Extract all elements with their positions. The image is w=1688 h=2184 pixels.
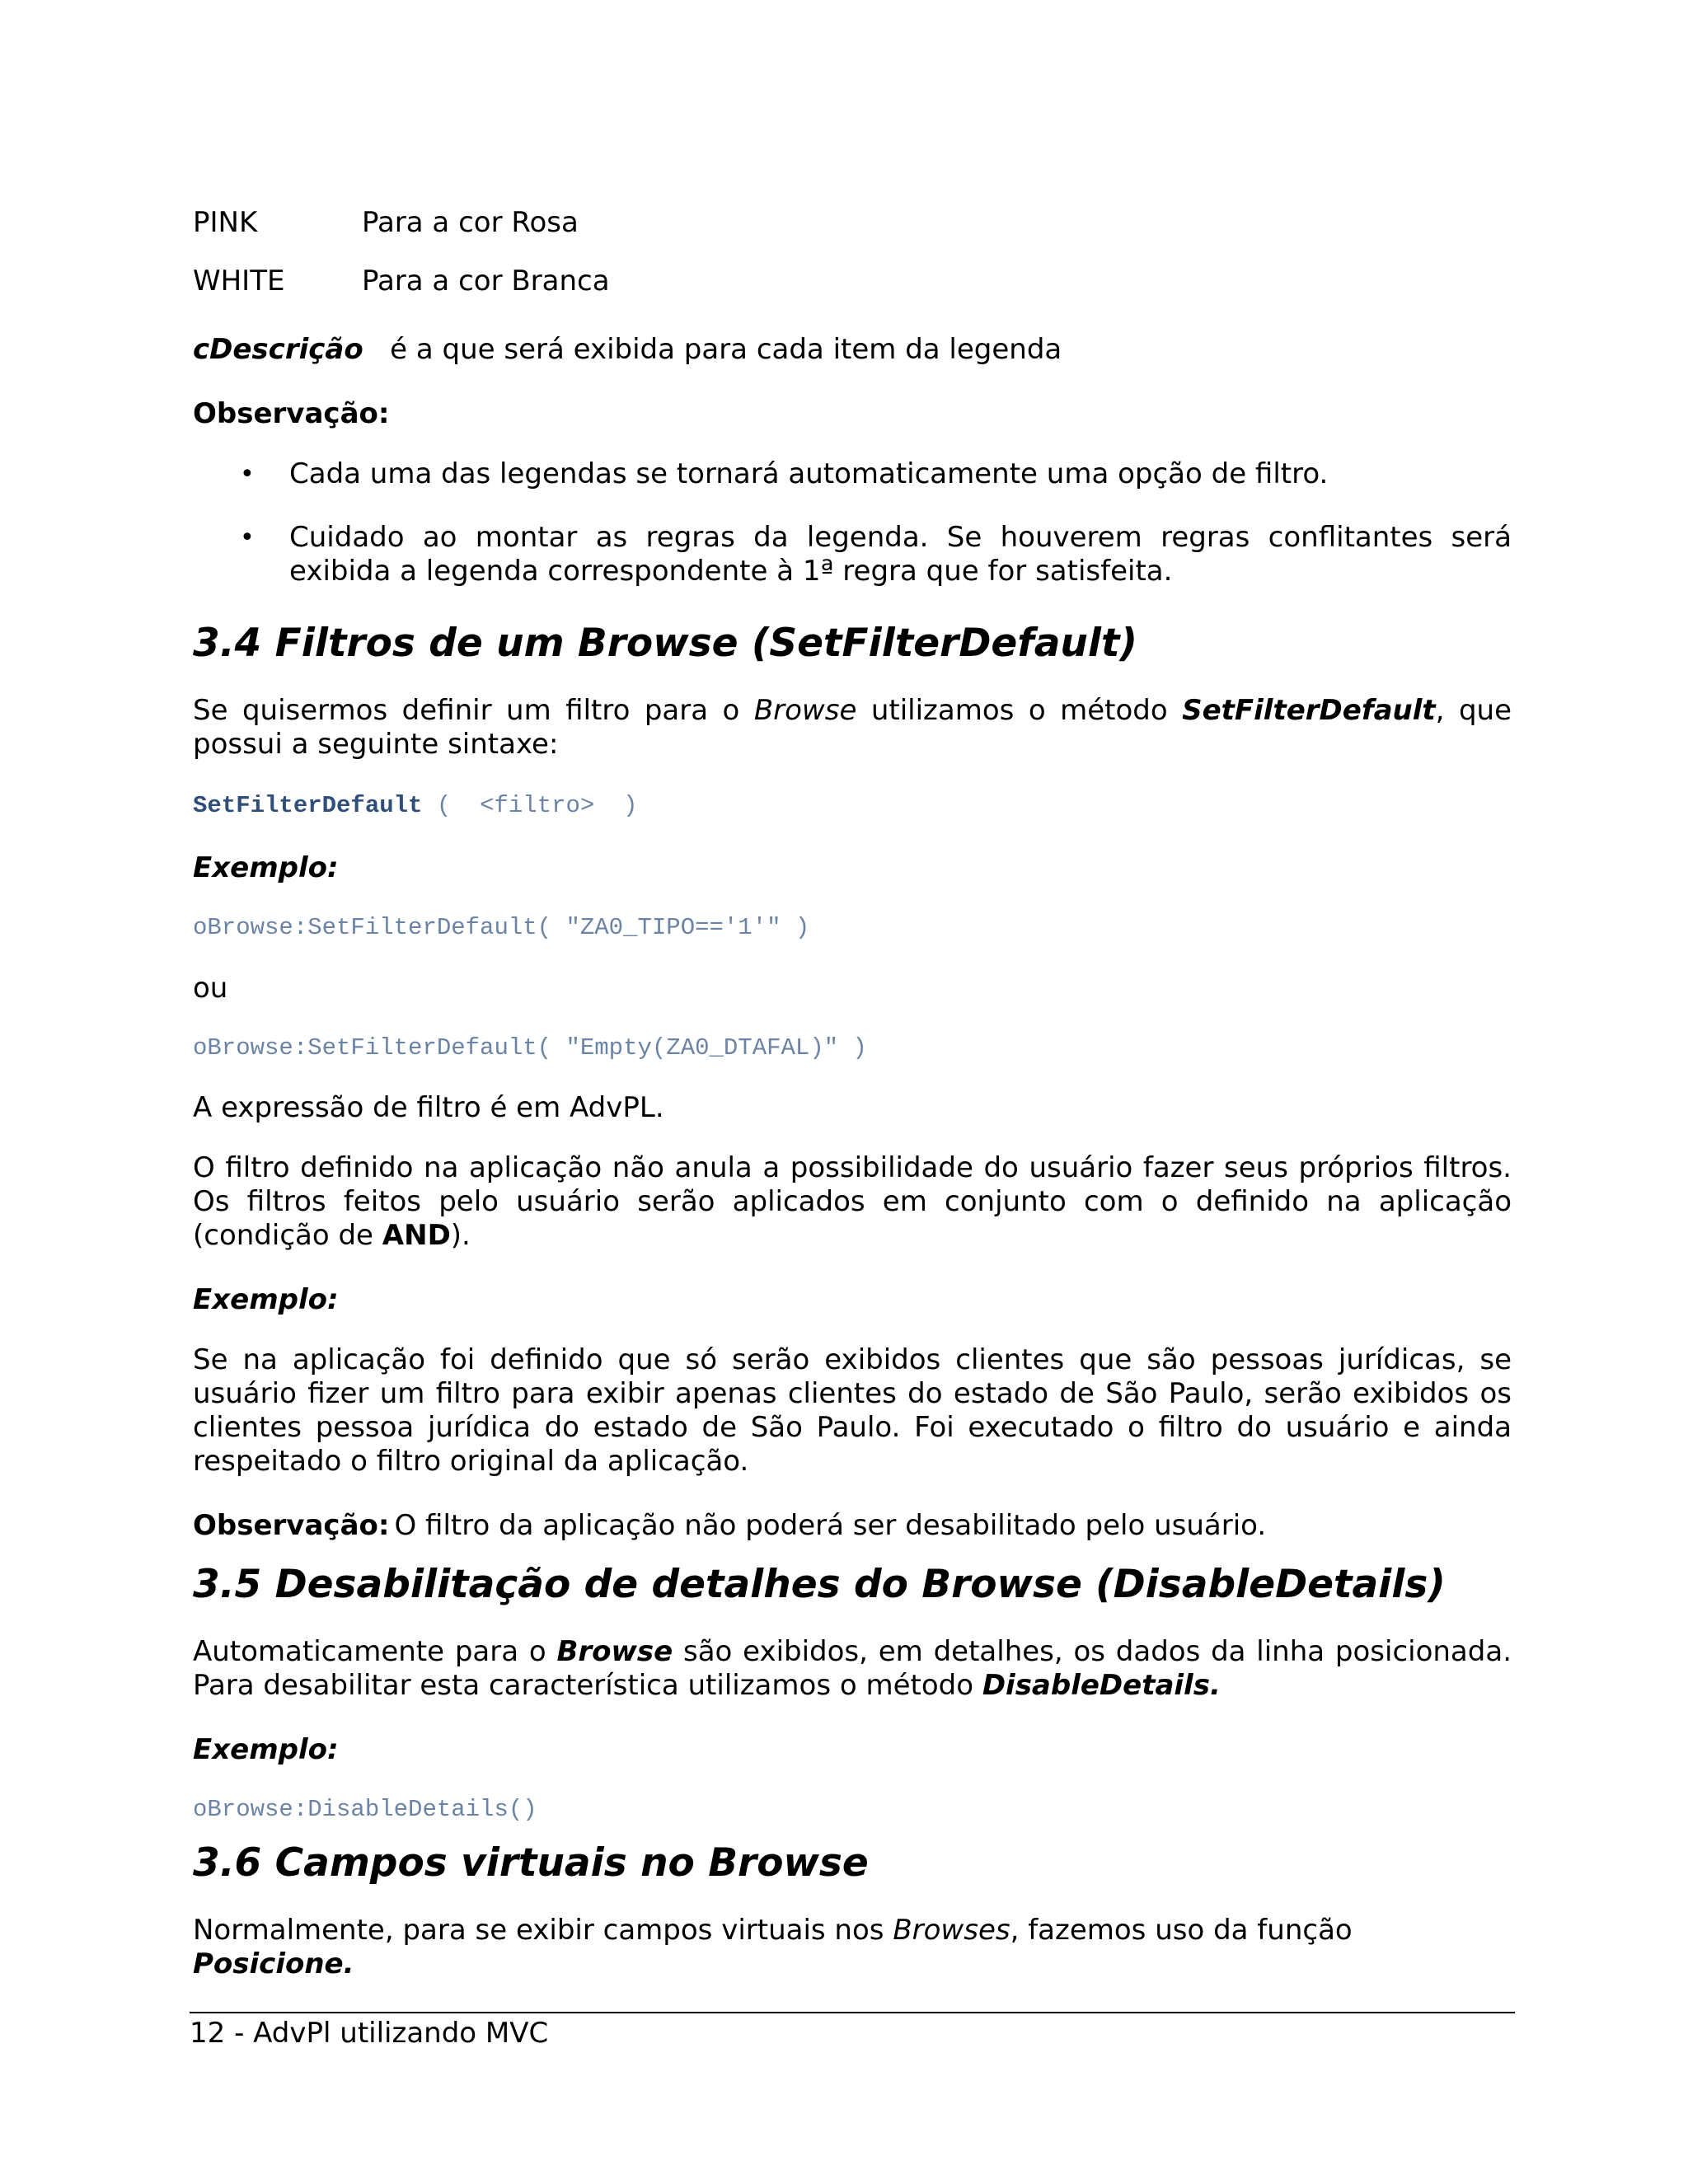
intro-text: Se quisermos definir um filtro para o bbox=[193, 694, 754, 727]
browse-term: Browse bbox=[556, 1635, 673, 1668]
section-3-6-paragraph bbox=[193, 1914, 1512, 1981]
paragraph-text: Automaticamente para o bbox=[193, 1635, 557, 1668]
cdescricao-term: cDescrição bbox=[193, 333, 363, 366]
page-content bbox=[193, 206, 1512, 1981]
browses-term: Browses bbox=[893, 1914, 1010, 1947]
example-label: Exemplo: bbox=[193, 851, 339, 884]
advpl-note: A expressão de filtro é em AdvPL. bbox=[193, 1091, 664, 1124]
observacao-label: Observação: bbox=[193, 1509, 390, 1542]
syntax-close: ) bbox=[623, 792, 638, 819]
ou-text: ou bbox=[193, 972, 228, 1005]
section-3-4-intro bbox=[193, 694, 1512, 762]
filter-paragraph bbox=[193, 1151, 1512, 1253]
syntax-open: ( bbox=[436, 792, 452, 819]
filter-paragraph-end: ). bbox=[450, 1219, 471, 1252]
observacao-label: Observação: bbox=[193, 397, 390, 430]
browse-term: Browse bbox=[753, 694, 857, 727]
filter-paragraph-text: O filtro definido na aplicação não anula a possibilidade do usuário fazer seus próprios filtros. Os filtros feitos pelo usuário serão aplicados em conjunto com o definido na aplicação (condição de bbox=[193, 1151, 1512, 1252]
observacao-inline bbox=[193, 1509, 1512, 1543]
example-paragraph: Se na aplicação foi definido que só serão exibidos clientes que são pessoas jurídicas, se usuário fizer um filtro para exibir apenas clientes do estado de São Paulo, serão exibidos os clientes pessoa jurídica do estado de São Paulo. Foi executado o filtro do usuário e ainda respeitado o filtro original da aplicação. bbox=[193, 1343, 1512, 1478]
syntax-param: <filtro> bbox=[480, 792, 595, 819]
section-heading-3-5: 3.5 Desabilitação de detalhes do Browse (DisableDetails) bbox=[193, 1562, 1446, 1607]
cdescricao-text: é a que será exibida para cada item da legenda bbox=[390, 333, 1062, 366]
list-item bbox=[193, 457, 1512, 491]
paragraph-text: , fazemos uso da função bbox=[1010, 1914, 1353, 1947]
intro-text: utilizamos o método bbox=[856, 694, 1183, 727]
bullet-icon: • bbox=[240, 523, 255, 552]
section-heading-3-4: 3.4 Filtros de um Browse (SetFilterDefault) bbox=[193, 621, 1137, 666]
bullet-text: Cada uma das legendas se tornará automaticamente uma opção de filtro. bbox=[289, 457, 1329, 490]
list-item bbox=[193, 521, 1512, 588]
bullet-icon: • bbox=[240, 460, 255, 489]
legend-key: WHITE bbox=[193, 265, 285, 298]
function-term: Posicione. bbox=[193, 1947, 354, 1980]
syntax-code bbox=[193, 791, 1512, 821]
section-3-5-paragraph bbox=[193, 1635, 1512, 1703]
observacao-text: O filtro da aplicação não poderá ser desabilitado pelo usuário. bbox=[394, 1509, 1267, 1542]
legend-row-white bbox=[193, 265, 1512, 298]
intro-text: , que possui a seguinte sintaxe: bbox=[193, 694, 1512, 761]
observacao-bullet-list bbox=[193, 457, 1512, 588]
legend-key: PINK bbox=[193, 206, 258, 239]
code-example-3: oBrowse:DisableDetails() bbox=[193, 1796, 537, 1823]
legend-desc: Para a cor Branca bbox=[362, 265, 610, 298]
cdescricao-line bbox=[193, 333, 1512, 367]
method-term: DisableDetails. bbox=[982, 1669, 1221, 1702]
bullet-text: Cuidado ao montar as regras da legenda. Se houverem regras conflitantes será exibida a legenda correspondente à 1ª regra que for satisfeita. bbox=[289, 521, 1512, 588]
page-footer: 12 - AdvPl utilizando MVC bbox=[190, 2012, 1515, 2050]
example-label: Exemplo: bbox=[193, 1283, 339, 1316]
and-term: AND bbox=[382, 1219, 451, 1252]
legend-row-pink bbox=[193, 206, 1512, 240]
method-term: SetFilterDefault bbox=[1182, 694, 1436, 727]
section-heading-3-6: 3.6 Campos virtuais no Browse bbox=[193, 1840, 869, 1886]
code-example-1: oBrowse:SetFilterDefault( "ZA0_TIPO=='1'" ) bbox=[193, 914, 810, 941]
example-label: Exemplo: bbox=[193, 1733, 339, 1766]
legend-desc: Para a cor Rosa bbox=[362, 206, 579, 239]
syntax-keyword: SetFilterDefault bbox=[193, 792, 423, 819]
paragraph-text: são exibidos, em detalhes, os dados da linha posicionada. Para desabilitar esta característica utilizamos o método bbox=[193, 1635, 1512, 1702]
code-example-2: oBrowse:SetFilterDefault( "Empty(ZA0_DTAFAL)" ) bbox=[193, 1034, 867, 1062]
paragraph-text: Normalmente, para se exibir campos virtuais nos bbox=[193, 1914, 893, 1947]
